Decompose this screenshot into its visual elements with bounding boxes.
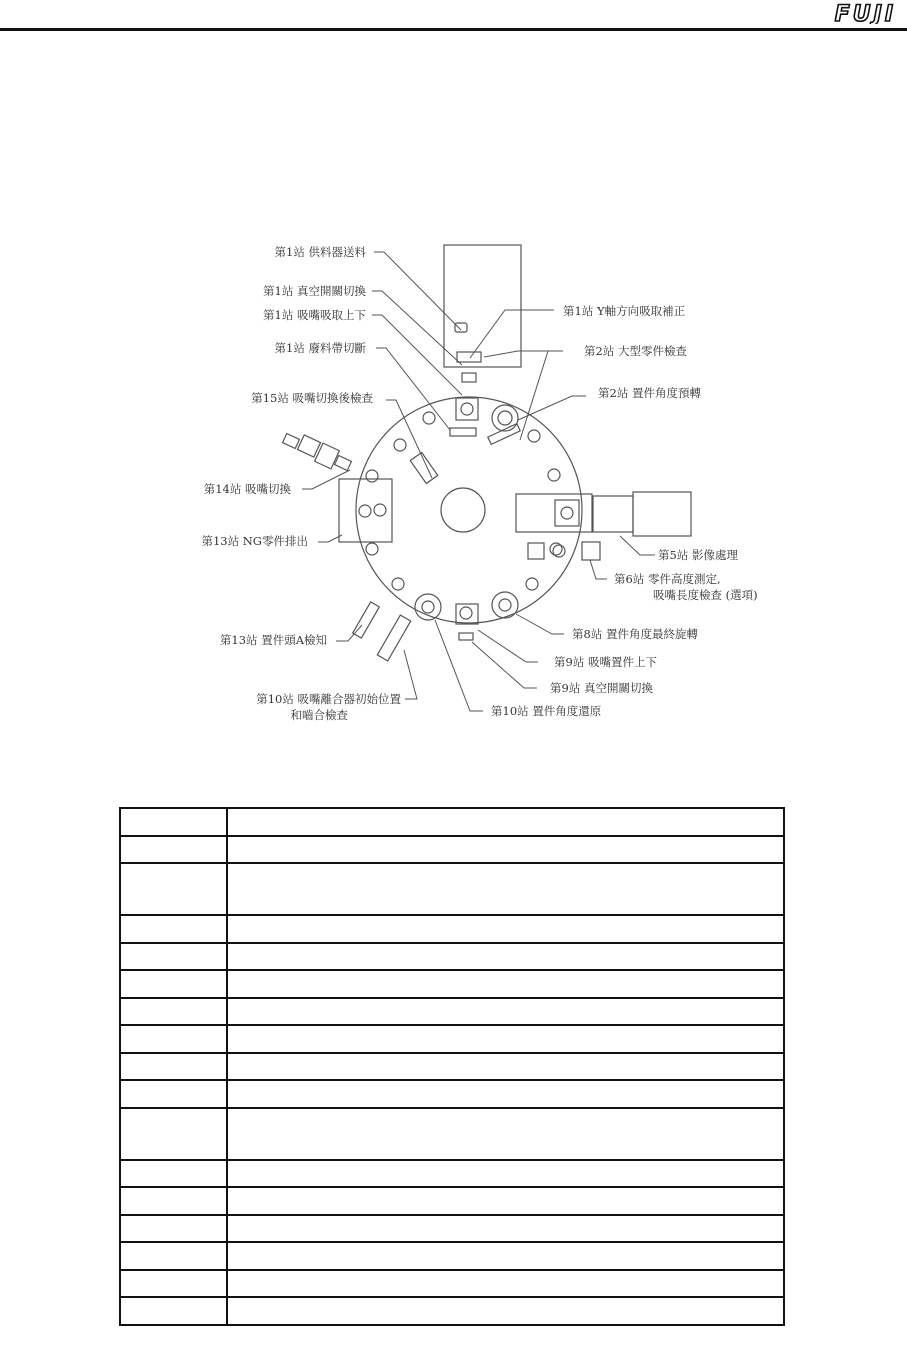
description-cell: [227, 1160, 784, 1188]
table-row: [120, 836, 784, 864]
label-s5-image: 第5站 影像處理: [658, 548, 738, 562]
label-s10-restore: 第10站 置件角度還原: [491, 704, 602, 718]
table-row: [120, 998, 784, 1026]
table-row: [120, 1080, 784, 1108]
label-s1-feeder: 第1站 供料器送料: [274, 245, 366, 259]
description-cell: [227, 1025, 784, 1053]
station-cell: [120, 970, 227, 998]
station-cell: [120, 808, 227, 836]
description-cell: [227, 1270, 784, 1298]
description-cell: [227, 836, 784, 864]
label-s10-clutch-2: 和嚙合檢查: [290, 708, 348, 722]
station-cell: [120, 1242, 227, 1270]
table-row: [120, 1270, 784, 1298]
svg-text:FUJI: FUJI: [834, 2, 896, 24]
label-s1-tape-cut: 第1站 廢料帶切斷: [274, 341, 366, 355]
label-s6-line2: 吸嘴長度檢查 (選項): [653, 588, 758, 602]
description-cell: [227, 808, 784, 836]
label-s14-change: 第14站 吸嘴切換: [203, 482, 291, 496]
feeder-box: [444, 245, 521, 367]
table-row: [120, 943, 784, 971]
station-table: [119, 807, 785, 1326]
station-cell: [120, 1215, 227, 1243]
table-row: [120, 1215, 784, 1243]
center-hub: [441, 488, 485, 532]
station-cell: [120, 943, 227, 971]
label-s9-vacuum: 第9站 真空開關切換: [550, 681, 653, 695]
description-cell: [227, 1297, 784, 1325]
label-s15-check: 第15站 吸嘴切換後檢查: [251, 391, 373, 405]
label-s2-large-part: 第2站 大型零件檢查: [584, 344, 687, 358]
description-cell: [227, 1242, 784, 1270]
table-row: [120, 1242, 784, 1270]
table-row: [120, 915, 784, 943]
station-cell: [120, 1270, 227, 1298]
description-cell: [227, 1108, 784, 1160]
description-cell: [227, 943, 784, 971]
table-row: [120, 1160, 784, 1188]
label-s8-rotate: 第8站 置件角度最終旋轉: [572, 627, 698, 641]
label-s1-y-correction: 第1站 Y軸方向吸取補正: [563, 304, 686, 318]
turret-circle: [356, 397, 582, 623]
station-cell: [120, 998, 227, 1026]
table-row: [120, 1025, 784, 1053]
table-row: [120, 1053, 784, 1081]
station-cell: [120, 1187, 227, 1215]
station-cell: [120, 836, 227, 864]
label-s1-nozzle-updown: 第1站 吸嘴吸取上下: [263, 308, 366, 322]
label-s9-updown: 第9站 吸嘴置件上下: [554, 655, 657, 669]
table-row: [120, 863, 784, 915]
station-cell: [120, 1025, 227, 1053]
station-cell: [120, 863, 227, 915]
label-s13-ng: 第13站 NG零件排出: [201, 534, 308, 548]
description-cell: [227, 863, 784, 915]
label-s13-head: 第13站 置件頭A檢知: [219, 633, 327, 647]
station-cell: [120, 1160, 227, 1188]
label-s2-prerotate: 第2站 置件角度預轉: [598, 386, 701, 400]
description-cell: [227, 915, 784, 943]
description-cell: [227, 1053, 784, 1081]
label-s10-clutch-1: 第10站 吸嘴離合器初始位置: [256, 692, 401, 706]
description-cell: [227, 1080, 784, 1108]
description-cell: [227, 970, 784, 998]
label-s6-line1: 第6站 零件高度測定,: [614, 572, 721, 586]
table-row: [120, 1297, 784, 1325]
station-cell: [120, 1053, 227, 1081]
station-cell: [120, 915, 227, 943]
description-cell: [227, 1215, 784, 1243]
table-row: [120, 1187, 784, 1215]
label-s1-vacuum: 第1站 真空開關切換: [263, 284, 366, 298]
table-row: [120, 970, 784, 998]
description-cell: [227, 1187, 784, 1215]
station-cell: [120, 1108, 227, 1160]
station-cell: [120, 1297, 227, 1325]
table-row: [120, 808, 784, 836]
station-cell: [120, 1080, 227, 1108]
description-cell: [227, 998, 784, 1026]
table-row: [120, 1108, 784, 1160]
